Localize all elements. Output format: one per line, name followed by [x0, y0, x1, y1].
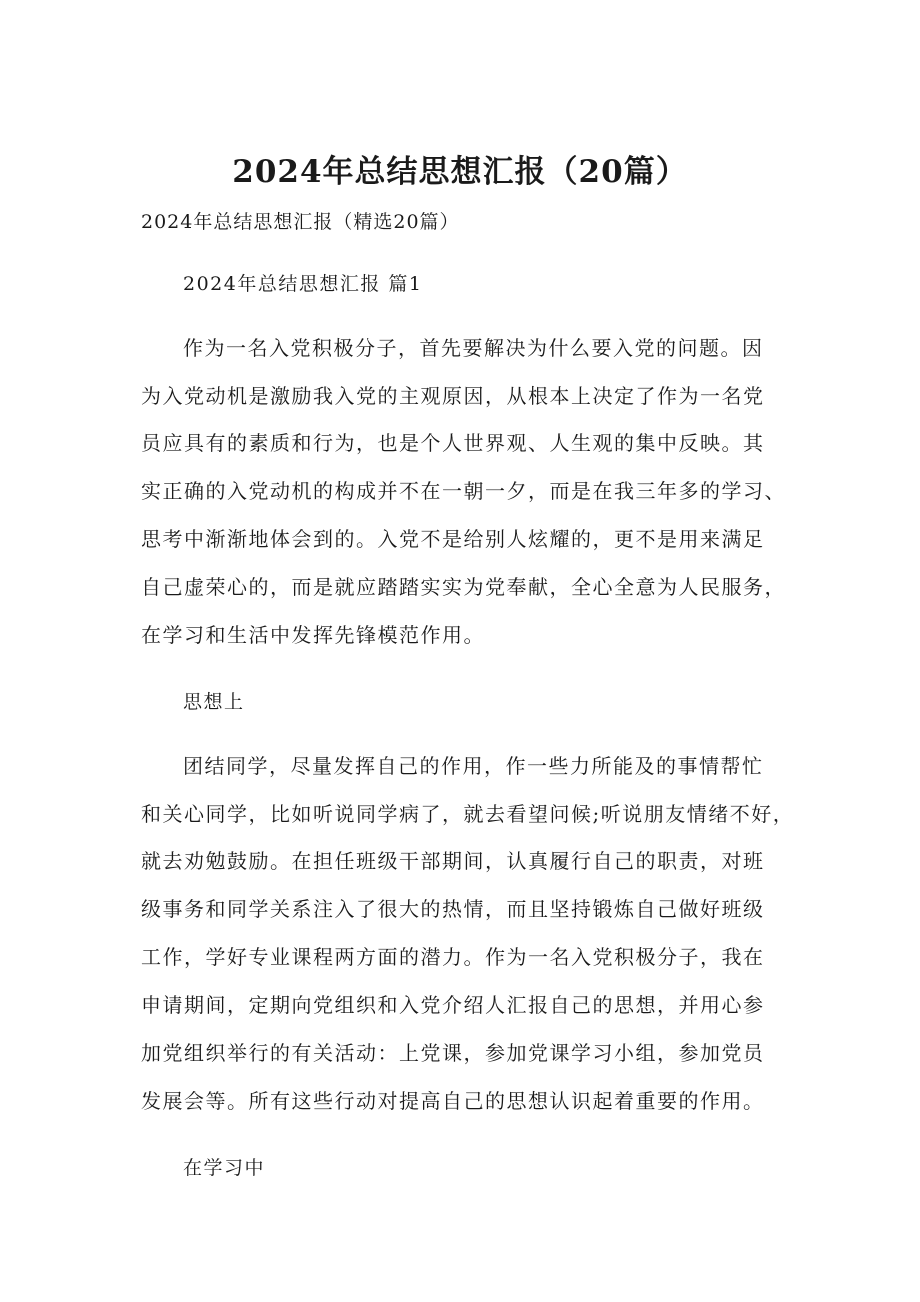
paragraph-line: 申请期间，定期向党组织和入党介绍人汇报自己的思想，并用心参 [141, 993, 765, 1017]
subheading-thought: 思想上 [183, 691, 245, 713]
paragraph-line: 加党组织举行的有关活动：上党课，参加党课学习小组，参加党员 [141, 1041, 765, 1065]
paragraph-line: 就去劝勉鼓励。在担任班级干部期间，认真履行自己的职责，对班 [141, 849, 765, 873]
subheading-study: 在学习中 [183, 1157, 266, 1179]
paragraph-line: 工作，学好专业课程两方面的潜力。作为一名入党积极分子，我在 [141, 945, 765, 969]
paragraph-line: 级事务和同学关系注入了很大的热情，而且坚持锻炼自己做好班级 [141, 897, 765, 921]
paragraph-line: 和关心同学，比如听说同学病了，就去看望问候;听说朋友情绪不好， [141, 802, 795, 826]
paragraph-line: 实正确的入党动机的构成并不在一朝一夕，而是在我三年多的学习、 [141, 479, 786, 503]
paragraph-line: 作为一名入党积极分子，首先要解决为什么要入党的问题。因 [183, 336, 764, 360]
paragraph-line: 发展会等。所有这些行动对提高自己的思想认识起着重要的作用。 [141, 1089, 765, 1113]
section-heading: 2024年总结思想汇报 篇1 [183, 273, 423, 295]
paragraph-line: 员应具有的素质和行为，也是个人世界观、人生观的集中反映。其 [141, 431, 765, 455]
paragraph-line: 自己虚荣心的，而是就应踏踏实实为党奉献，全心全意为人民服务， [141, 575, 786, 599]
paragraph-line: 为入党动机是激励我入党的主观原因，从根本上决定了作为一名党 [141, 384, 765, 408]
paragraph-line: 在学习和生活中发挥先锋模范作用。 [141, 623, 485, 647]
paragraph-line: 思考中渐渐地体会到的。入党不是给别人炫耀的，更不是用来满足 [141, 527, 765, 551]
paragraph-line: 团结同学，尽量发挥自己的作用，作一些力所能及的事情帮忙 [183, 754, 764, 778]
document-title: 2024年总结思想汇报（20篇） [232, 154, 688, 190]
document-subtitle: 2024年总结思想汇报（精选20篇） [141, 211, 460, 233]
